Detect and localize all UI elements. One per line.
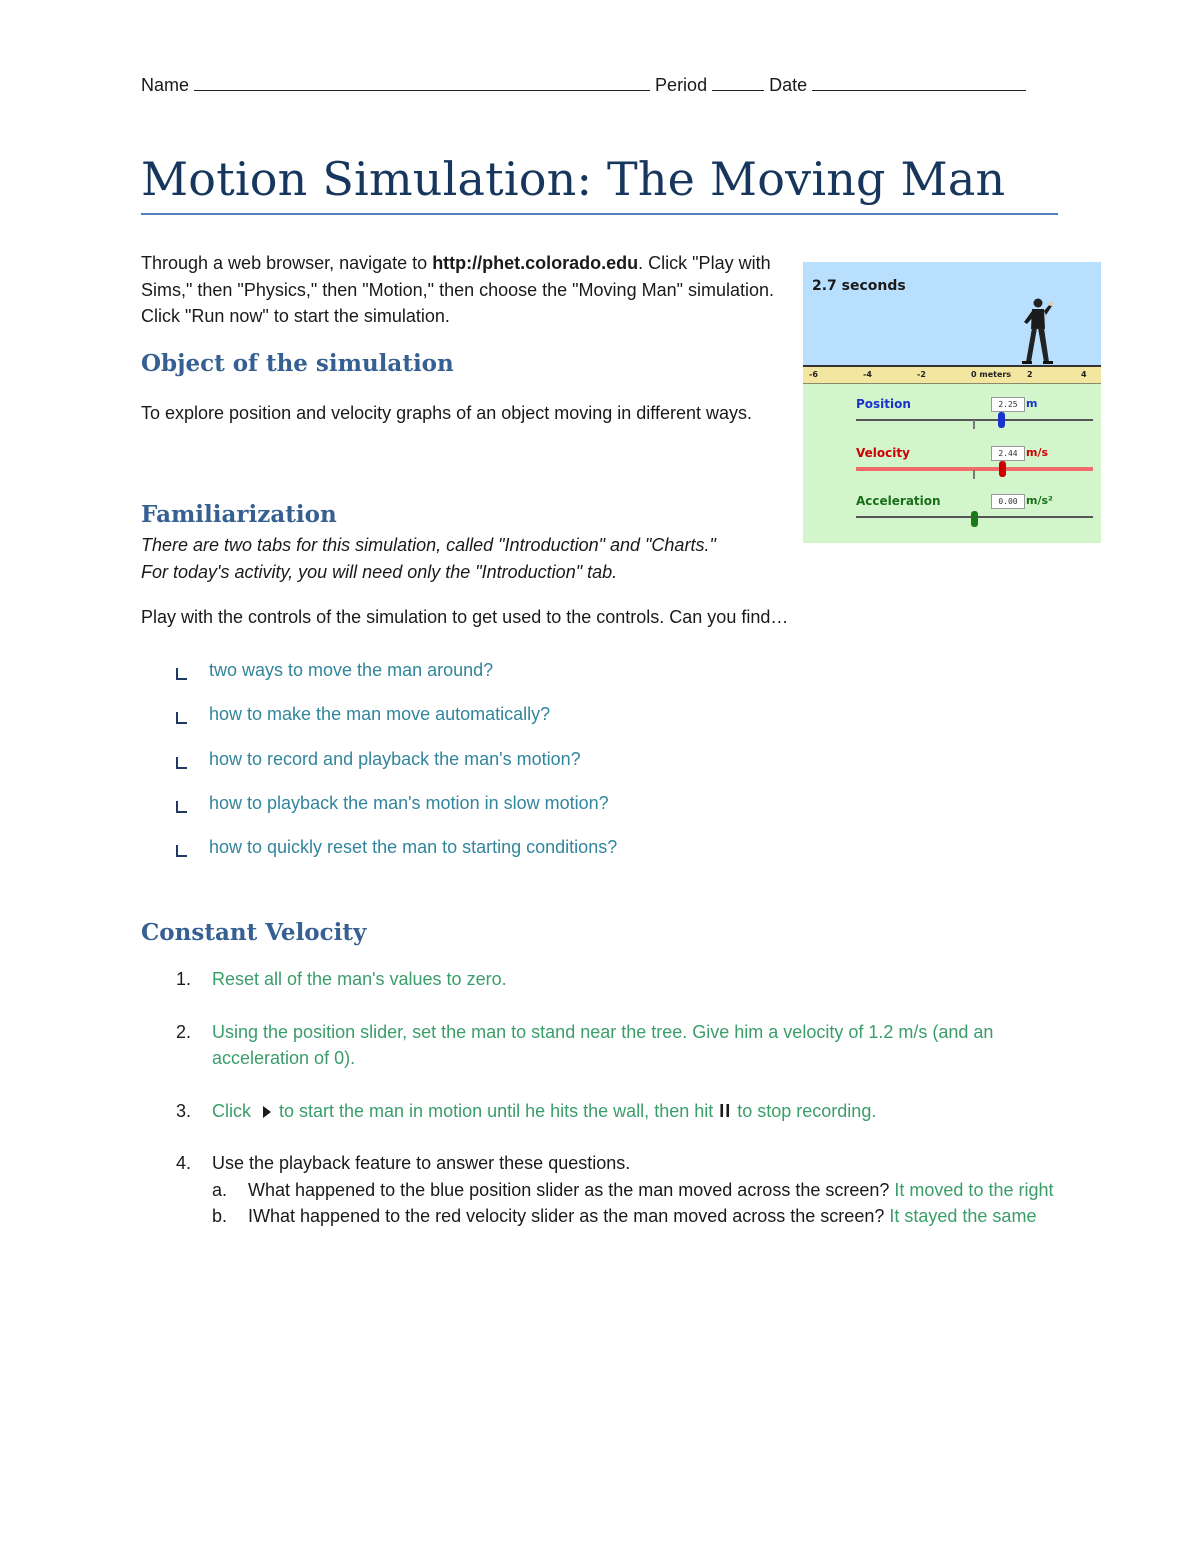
intro-post: . Click "Play with Sims," then "Physics," then "Motion," then choose the "Moving Man" simulation. Click "Run now" to start the simulation. (141, 253, 775, 326)
name-label: Name (141, 75, 190, 95)
checkbox-icon[interactable] (176, 845, 187, 857)
checklist-item[interactable] (176, 749, 617, 793)
pause-icon: II (719, 1100, 732, 1121)
acceleration-slider-thumb[interactable] (971, 511, 978, 527)
velocity-unit: m/s (1026, 446, 1049, 459)
phet-url-link[interactable]: http://phet.colorado.edu (432, 253, 639, 273)
step-number: 3. (176, 1100, 192, 1121)
acceleration-value-field[interactable]: 0.00 (991, 494, 1025, 509)
checkbox-icon[interactable] (176, 801, 187, 813)
ruler-tick-label: -6 (809, 370, 818, 379)
step-4 (176, 1150, 1066, 1230)
step-4-questions (176, 1177, 1066, 1230)
step-3-post: to stop recording. (737, 1100, 877, 1121)
position-unit: m (1026, 397, 1038, 410)
checklist-item[interactable] (176, 704, 617, 748)
answer-text[interactable]: It moved to the right (894, 1179, 1054, 1200)
checklist-item[interactable] (176, 837, 617, 881)
question-b (176, 1203, 1066, 1230)
question-text: What happened to the blue position slider as the man moved across the screen? (248, 1179, 890, 1200)
question-text: IWhat happened to the red velocity slider as the man moved across the screen? (248, 1206, 885, 1226)
checkbox-icon[interactable] (176, 712, 187, 724)
moving-man-simulation-image (803, 262, 1101, 543)
ruler-tick-label: 4 (1081, 370, 1087, 379)
sim-time-label: 2.7 seconds (812, 278, 906, 294)
checkbox-icon[interactable] (176, 757, 187, 769)
step-3-mid: to start the man in motion until he hits the wall, then hit (279, 1100, 714, 1121)
familiarization-note (141, 532, 821, 585)
checklist-text: how to quickly reset the man to starting conditions? (209, 837, 618, 858)
object-heading: Object of the simulation (141, 350, 454, 377)
object-text: To explore position and velocity graphs of an object moving in different ways. (141, 403, 753, 423)
step-1 (176, 966, 1066, 993)
step-text: Use the playback feature to answer these questions. (212, 1153, 631, 1173)
acceleration-unit: m/s² (1026, 494, 1053, 507)
step-2 (176, 1019, 1066, 1072)
intro-pre: Through a web browser, navigate to (141, 253, 433, 273)
question-letter: b. (212, 1206, 228, 1226)
question-b-body (248, 1203, 1036, 1230)
checklist-item[interactable] (176, 660, 617, 704)
step-number: 2. (176, 1021, 192, 1042)
step-text: Using the position slider, set the man to stand near the tree. Give him a velocity of 1.2 m/s (and an acceleration of 0). (212, 1021, 994, 1068)
step-text (212, 1098, 876, 1125)
checklist-text: how to make the man move automatically? (209, 704, 551, 725)
constant-velocity-heading: Constant Velocity (141, 919, 367, 946)
period-blank[interactable] (712, 74, 764, 91)
checklist-text: how to record and playback the man's motion? (209, 748, 581, 769)
familiarization-heading: Familiarization (141, 501, 337, 528)
note-line-2: For today's activity, you will need only the "Introduction" tab. (141, 561, 618, 582)
ruler-tick-label: 2 (1027, 370, 1033, 379)
page-title: Motion Simulation: The Moving Man (141, 152, 1006, 206)
intro-paragraph (141, 250, 781, 330)
controls-checklist (176, 660, 617, 881)
step-4-body (212, 1150, 1066, 1230)
ruler-tick-label: -2 (917, 370, 926, 379)
question-letter: a. (212, 1179, 228, 1200)
step-3 (176, 1098, 1066, 1125)
ruler-tick-label: 0 meters (971, 370, 1012, 379)
period-label: Period (655, 75, 708, 95)
ruler-tick-label: -4 (863, 370, 872, 379)
note-line-1: There are two tabs for this simulation, called "Introduction" and "Charts." (141, 535, 716, 555)
checklist-item[interactable] (176, 793, 617, 837)
step-text: Reset all of the man's values to zero. (212, 969, 507, 989)
position-label: Position (856, 397, 911, 411)
position-value-field[interactable]: 2.25 (991, 397, 1025, 412)
title-underline (141, 213, 1058, 215)
header-fields (141, 74, 1026, 96)
question-a-body (248, 1177, 1054, 1204)
question-a (176, 1177, 1066, 1204)
checkbox-icon[interactable] (176, 668, 187, 680)
checklist-text: how to playback the man's motion in slow motion? (209, 792, 609, 813)
velocity-label: Velocity (856, 446, 910, 460)
checklist-text: two ways to move the man around? (209, 660, 494, 680)
step-number: 1. (176, 969, 192, 989)
velocity-slider-center-mark (973, 470, 975, 479)
velocity-slider-thumb[interactable] (999, 461, 1006, 477)
name-blank[interactable] (194, 74, 650, 91)
acceleration-label: Acceleration (856, 494, 941, 508)
step-number: 4. (176, 1153, 192, 1173)
play-icon (263, 1106, 271, 1118)
constant-velocity-steps (176, 966, 1066, 1230)
answer-text[interactable]: It stayed the same (889, 1206, 1037, 1226)
meter-ruler (803, 365, 1101, 384)
play-instruction: Play with the controls of the simulation to get used to the controls. Can you find… (141, 607, 789, 627)
velocity-value-field[interactable]: 2.44 (991, 446, 1025, 461)
date-label: Date (769, 75, 808, 95)
date-blank[interactable] (812, 74, 1026, 91)
walking-man-icon (1018, 296, 1054, 366)
step-3-pre: Click (212, 1100, 251, 1121)
position-slider-center-mark (973, 420, 975, 429)
position-slider-thumb[interactable] (998, 412, 1005, 428)
